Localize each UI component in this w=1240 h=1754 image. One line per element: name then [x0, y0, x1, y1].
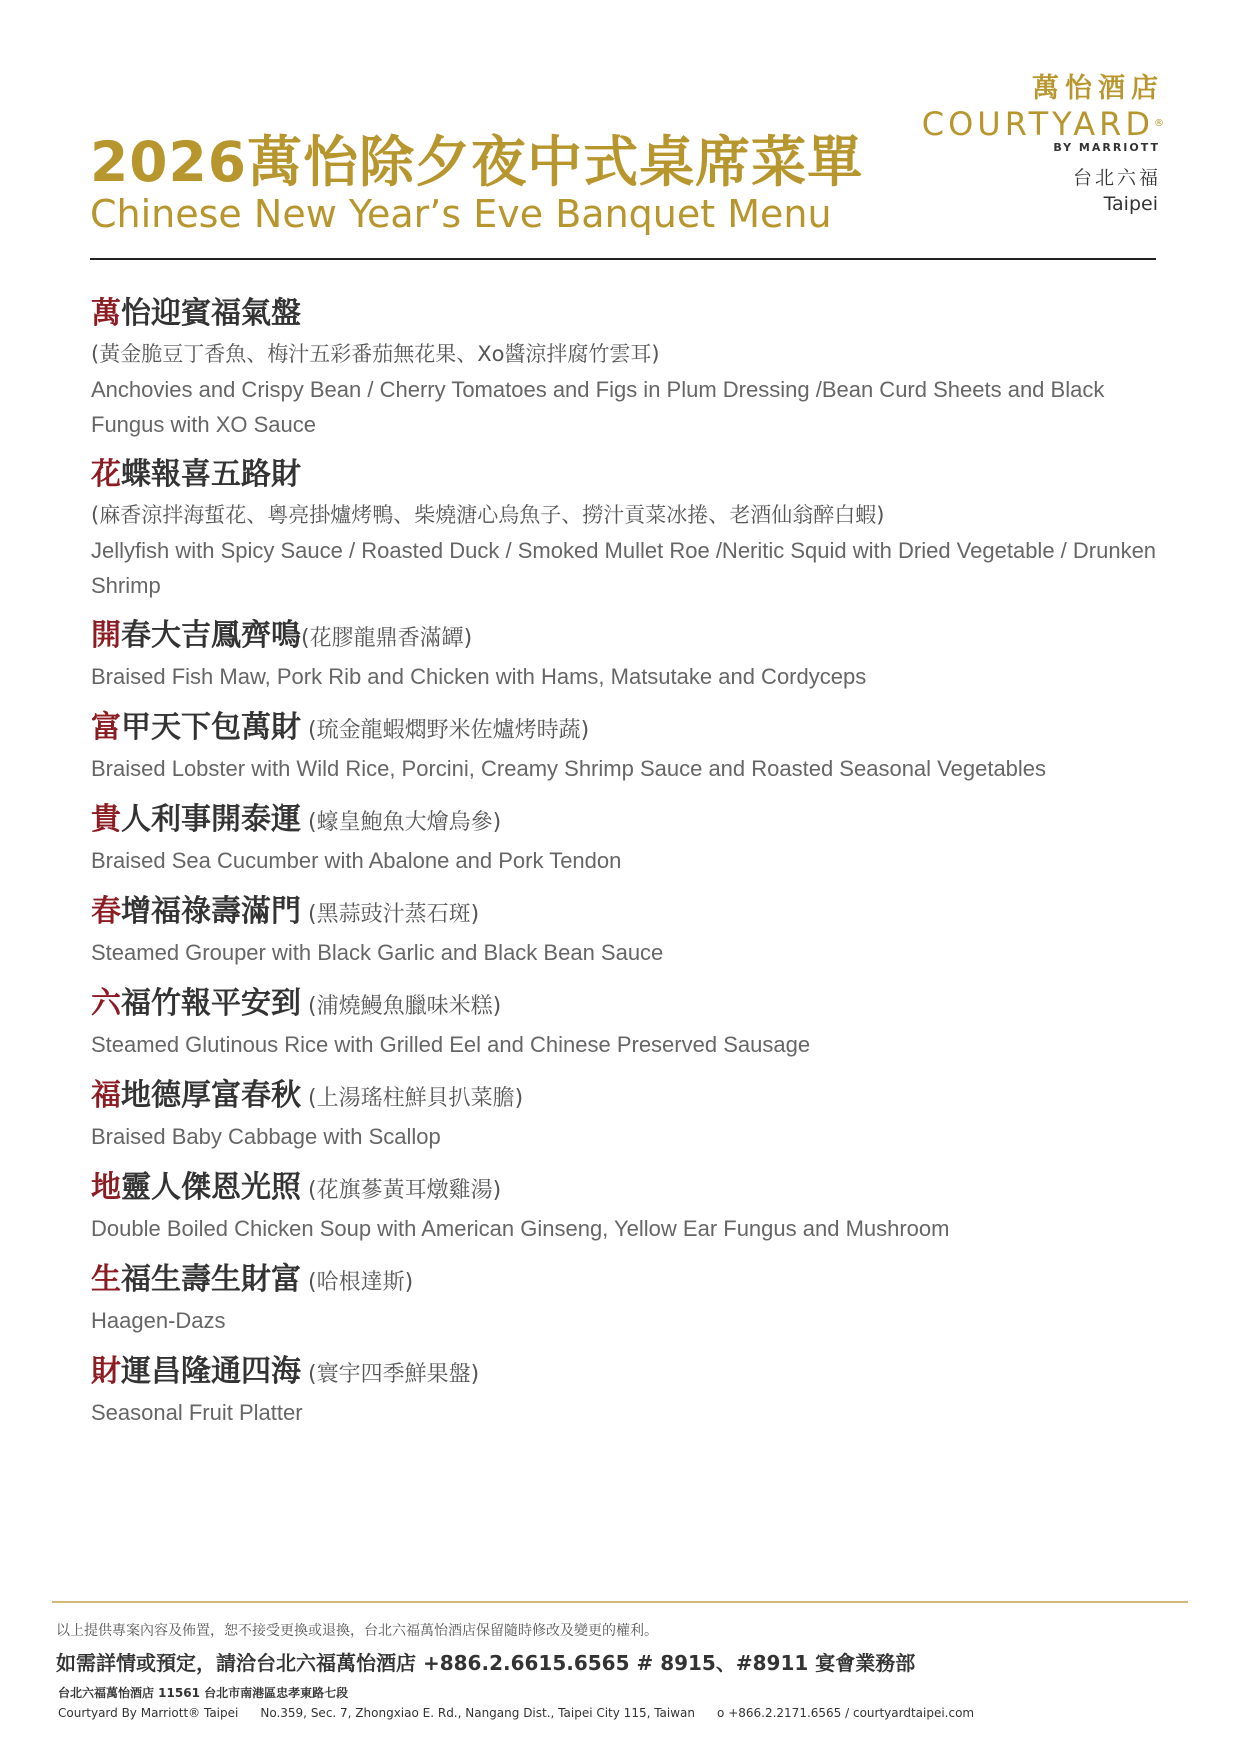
dish-note: (上湯瑤柱鮮貝扒菜膽) — [301, 1086, 524, 1111]
menu-item — [91, 892, 1171, 970]
dish-first-char: 六 — [91, 986, 121, 1021]
menu-item — [91, 1168, 1171, 1246]
menu-item — [91, 294, 1171, 442]
dish-name-rest: 怡迎賓福氣盤 — [121, 296, 301, 331]
footer-phone-website[interactable]: o +866.2.2171.6565 / courtyardtaipei.com — [717, 1706, 975, 1720]
logo-registered-mark: ® — [1154, 118, 1164, 129]
dish-name — [91, 1076, 1171, 1119]
menu-item — [91, 1352, 1171, 1430]
dish-note: (蠔皇鮑魚大燴烏參) — [301, 810, 502, 835]
dish-description-english: Braised Lobster with Wild Rice, Porcini, Creamy Shrimp Sauce and Roasted Seasonal Vegetables — [91, 756, 1047, 781]
logo-chinese-name: 萬怡酒店 — [1032, 73, 1164, 104]
menu-list — [91, 294, 1171, 1430]
dish-name-rest: 運昌隆通四海 — [121, 1354, 301, 1389]
dish-first-char: 春 — [91, 894, 121, 929]
footer-hotel-name: Courtyard By Marriott® Taipei — [58, 1706, 239, 1720]
logo-wordmark-text: COURTYARD — [921, 105, 1154, 143]
menu-item — [91, 984, 1171, 1062]
dish-name-rest: 福生壽生財富 — [121, 1262, 301, 1297]
dish-first-char: 福 — [91, 1078, 121, 1113]
dish-name — [91, 294, 1171, 337]
dish-description-chinese: (麻香涼拌海蜇花、粵亮掛爐烤鴨、柴燒溏心烏魚子、撈汁貢菜冰捲、老酒仙翁醉白蝦) — [91, 503, 885, 527]
dish-description-english: Haagen-Dazs — [91, 1308, 226, 1333]
dish-name — [91, 984, 1171, 1027]
dish-description-english: Steamed Glutinous Rice with Grilled Eel and Chinese Preserved Sausage — [91, 1032, 811, 1057]
footer-contact: 如需詳情或預定，請洽台北六福萬怡酒店 +886.2.6615.6565 # 8915、#8911 宴會業務部 — [56, 1651, 916, 1675]
menu-item — [91, 1260, 1171, 1338]
dish-note: (寰宇四季鮮果盤) — [301, 1362, 480, 1387]
footer-address-chinese: 台北六福萬怡酒店 11561 台北市南港區忠孝東路七段 — [58, 1686, 349, 1700]
dish-name — [91, 455, 1171, 498]
dish-first-char: 財 — [91, 1354, 121, 1389]
dish-note: (琉金龍蝦燜野米佐爐烤時蔬) — [301, 718, 590, 743]
dish-first-char: 富 — [91, 710, 121, 745]
dish-description-english: Seasonal Fruit Platter — [91, 1400, 303, 1425]
dish-first-char: 生 — [91, 1262, 121, 1297]
dish-name — [91, 708, 1171, 751]
dish-first-char: 開 — [91, 618, 121, 653]
footer-divider — [52, 1601, 1188, 1603]
courtyard-logo — [921, 66, 1164, 154]
location-english: Taipei — [1103, 193, 1158, 215]
dish-name — [91, 616, 1171, 659]
dish-name — [91, 1168, 1171, 1211]
menu-item — [91, 800, 1171, 878]
dish-description-english: Braised Baby Cabbage with Scallop — [91, 1124, 441, 1149]
dish-first-char: 地 — [91, 1170, 121, 1205]
dish-description-english: Jellyfish with Spicy Sauce / Roasted Duck / Smoked Mullet Roe /Neritic Squid with Dried Vegetable / Drunken Shrimp — [91, 538, 1157, 598]
dish-name-rest: 蝶報喜五路財 — [121, 457, 301, 492]
dish-description-english: Steamed Grouper with Black Garlic and Black Bean Sauce — [91, 940, 664, 965]
dish-note: (花膠龍鼎香滿罈) — [301, 626, 473, 651]
logo-by-marriott: BY MARRIOTT — [1053, 141, 1160, 154]
dish-description-english: Anchovies and Crispy Bean / Cherry Tomatoes and Figs in Plum Dressing /Bean Curd Sheets and Black Fungus with XO Sauce — [91, 377, 1105, 437]
footer-street-address: No.359, Sec. 7, Zhongxiao E. Rd., Nangang Dist., Taipei City 115, Taiwan — [260, 1706, 696, 1720]
dish-first-char: 萬 — [91, 296, 121, 331]
dish-description-chinese: (黃金脆豆丁香魚、梅汁五彩番茄無花果、Xo醬涼拌腐竹雲耳) — [91, 342, 660, 366]
menu-item — [91, 708, 1171, 786]
menu-item — [91, 616, 1171, 694]
dish-note: (哈根達斯) — [301, 1270, 414, 1295]
dish-name-rest: 福竹報平安到 — [121, 986, 301, 1021]
dish-name — [91, 1352, 1171, 1395]
header-divider — [90, 258, 1156, 260]
dish-name-rest: 春大吉鳳齊鳴 — [121, 618, 301, 653]
dish-name — [91, 892, 1171, 935]
footer-disclaimer: 以上提供專案內容及佈置，恕不接受更換或退換，台北六福萬怡酒店保留隨時修改及變更的權利。 — [56, 1623, 658, 1639]
title-chinese: 2026萬怡除夕夜中式桌席菜單 — [90, 130, 864, 194]
dish-name — [91, 800, 1171, 843]
dish-first-char: 花 — [91, 457, 121, 492]
menu-item — [91, 455, 1171, 603]
dish-name-rest: 人利事開泰運 — [121, 802, 301, 837]
dish-name-rest: 地德厚富春秋 — [121, 1078, 301, 1113]
dish-note: (浦燒鰻魚臘味米糕) — [301, 994, 502, 1019]
dish-description-english: Braised Sea Cucumber with Abalone and Pork Tendon — [91, 848, 622, 873]
dish-name-rest: 甲天下包萬財 — [121, 710, 301, 745]
title-english: Chinese New Year’s Eve Banquet Menu — [90, 192, 832, 236]
dish-description-english: Braised Fish Maw, Pork Rib and Chicken with Hams, Matsutake and Cordyceps — [91, 664, 867, 689]
dish-first-char: 貴 — [91, 802, 121, 837]
logo-wordmark — [922, 105, 1164, 143]
footer-address-english — [58, 1706, 996, 1720]
menu-item — [91, 1076, 1171, 1154]
dish-name-rest: 靈人傑恩光照 — [121, 1170, 301, 1205]
dish-name — [91, 1260, 1171, 1303]
dish-description-english: Double Boiled Chicken Soup with American Ginseng, Yellow Ear Fungus and Mushroom — [91, 1216, 950, 1241]
location-chinese: 台北六福 — [1072, 167, 1161, 189]
dish-note: (黑蒜豉汁蒸石斑) — [301, 902, 480, 927]
dish-name-rest: 增福祿壽滿門 — [121, 894, 301, 929]
dish-note: (花旗蔘黃耳燉雞湯) — [301, 1178, 502, 1203]
hotel-location — [1072, 165, 1161, 217]
